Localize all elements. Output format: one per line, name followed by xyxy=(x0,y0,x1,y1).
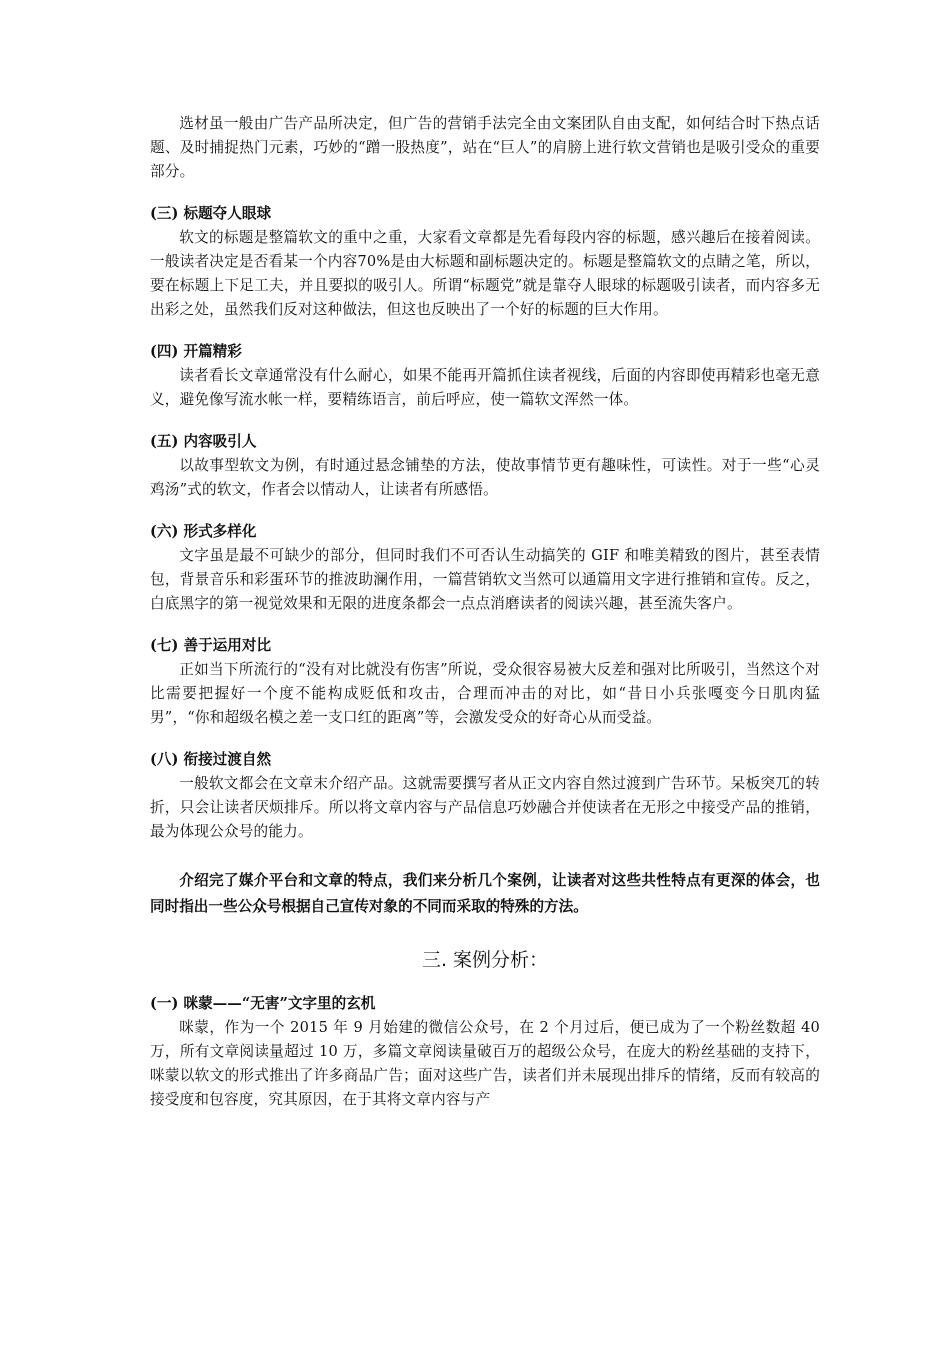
section-heading: (四) 开篇精彩 xyxy=(150,343,242,360)
section-heading: (六) 形式多样化 xyxy=(150,523,257,540)
case-heading: (一) 咪蒙——“无害”文字里的玄机 xyxy=(150,995,376,1012)
section-body: 正如当下所流行的“没有对比就没有伤害”所说，受众很容易被大反差和强对比所吸引，当然这个对比需要把握好一个度不能构成贬低和攻击，合理而冲击的对比，如“昔日小兵张嘎变今日肌肉猛男”，“你和超级名模之差一支口红的距离”等，会激发受众的好奇心从而受益。 xyxy=(150,661,820,726)
spacer xyxy=(150,412,820,430)
section-6 xyxy=(150,520,820,616)
section-heading: (七) 善于运用对比 xyxy=(150,637,272,654)
summary-paragraph: 介绍完了媒介平台和文章的特点，我们来分析几个案例，让读者对这些共性特点有更深的体会，也同时指出一些公众号根据自己宣传对象的不同而采取的特殊的方法。 xyxy=(150,872,820,915)
spacer xyxy=(150,976,820,992)
section-3 xyxy=(150,202,820,322)
document-page xyxy=(150,112,820,1112)
spacer xyxy=(150,184,820,202)
section-4 xyxy=(150,340,820,412)
section-heading: (五) 内容吸引人 xyxy=(150,433,257,450)
intro-paragraph: 选材虽一般由广告产品所决定，但广告的营销手法完全由文案团队自由支配，如何结合时下热点话题、及时捕捉热门元素，巧妙的“蹭一股热度”，站在“巨人”的肩膀上进行软文营销也是吸引受众的重要部分。 xyxy=(150,115,820,180)
spacer xyxy=(150,920,820,944)
section-heading: (八) 衔接过渡自然 xyxy=(150,751,272,768)
spacer xyxy=(150,502,820,520)
spacer xyxy=(150,322,820,340)
section-heading: (三) 标题夺人眼球 xyxy=(150,205,272,222)
section-7 xyxy=(150,634,820,730)
spacer xyxy=(150,616,820,634)
case-body: 咪蒙，作为一个 2015 年 9 月始建的微信公众号，在 2 个月过后，便已成为了一个粉丝数超 40 万，所有文章阅读量超过 10 万，多篇文章阅读量破百万的超级公众号，在庞大的粉丝基础的支持下，咪蒙以软文的形式推出了许多商品广告；面对这些广告，读者们并未展现出排斥的情绪，反而有较高的接受度和包容度，究其原因，在于其将文章内容与产 xyxy=(150,1019,820,1108)
section-body: 以故事型软文为例，有时通过悬念铺垫的方法，使故事情节更有趣味性，可读性。对于一些“心灵鸡汤”式的软文，作者会以情动人，让读者有所感悟。 xyxy=(150,457,820,498)
spacer xyxy=(150,844,820,868)
case-section-title: 三. 案例分析： xyxy=(421,949,549,971)
spacer xyxy=(150,730,820,748)
section-body: 软文的标题是整篇软文的重中之重，大家看文章都是先看每段内容的标题，感兴趣后在接着阅读。一般读者决定是否看某一个内容70%是由大标题和副标题决定的。标题是整篇软文的点睛之笔，所以，要在标题上下足工夫，并且要拟的吸引人。所谓“标题党”就是靠夺人眼球的标题吸引读者，而内容多无出彩之处，虽然我们反对这种做法，但这也反映出了一个好的标题的巨大作用。 xyxy=(150,229,820,318)
section-5 xyxy=(150,430,820,502)
section-body: 读者看长文章通常没有什么耐心，如果不能再开篇抓住读者视线，后面的内容即使再精彩也毫无意义，避免像写流水帐一样，要精练语言，前后呼应，使一篇软文浑然一体。 xyxy=(150,367,820,408)
case-1 xyxy=(150,992,820,1112)
section-body: 文字虽是最不可缺少的部分，但同时我们不可否认生动搞笑的 GIF 和唯美精致的图片，甚至表情包，背景音乐和彩蛋环节的推波助澜作用，一篇营销软文当然可以通篇用文字进行推销和宣传。反之，白底黑字的第一视觉效果和无限的进度条都会一点点消磨读者的阅读兴趣，甚至流失客户。 xyxy=(150,547,820,612)
section-8 xyxy=(150,748,820,844)
section-body: 一般软文都会在文章末介绍产品。这就需要撰写者从正文内容自然过渡到广告环节。呆板突兀的转折，只会让读者厌烦排斥。所以将文章内容与产品信息巧妙融合并使读者在无形之中接受产品的推销，最为体现公众号的能力。 xyxy=(150,775,820,840)
